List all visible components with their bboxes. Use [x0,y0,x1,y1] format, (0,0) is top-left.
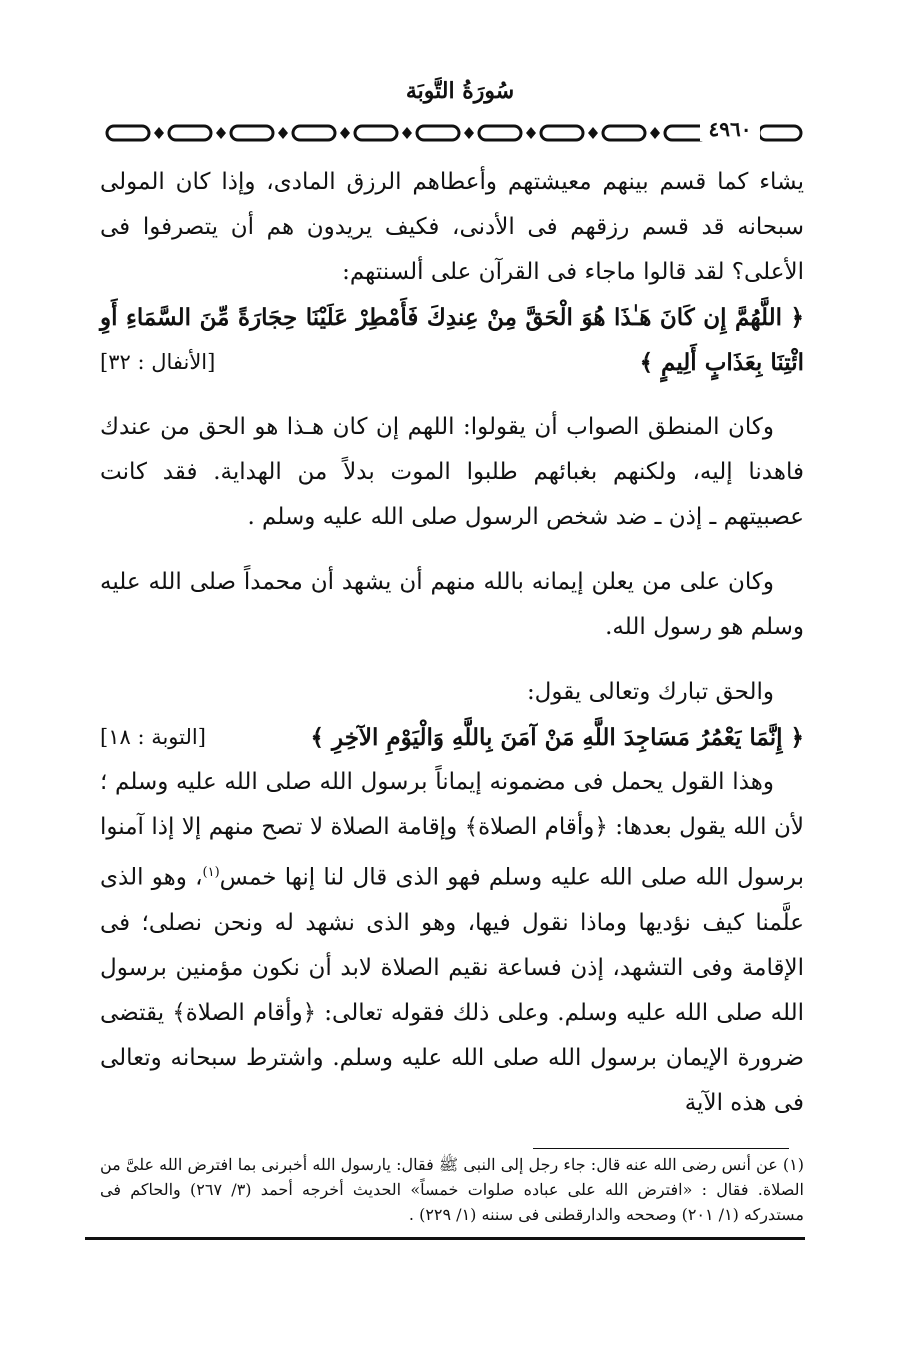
verse-reference: [التوبة : ١٨] [100,725,206,749]
footnotes [100,1152,804,1227]
paragraph: وكان المنطق الصواب أن يقولوا: اللهم إن كان هـذا هو الحق من عندك فاهدنا إليه، ولكنهم بغبائهم طلبوا الموت بدلاً من الهداية. فقد كانت عصبيتهم ـ إذن ـ ضد شخص الرسول صلى الله عليه وسلم . [100,414,804,530]
paragraph [100,760,804,1126]
paragraph: يشاء كما قسم بينهم معيشتهم وأعطاهم الرزق المادى، وإذا كان المولى سبحانه قد قسم رزقهم فى الأدنى، فكيف يريدون هم أن يتصرفوا فى الأعلى؟ لقد قالوا ماجاء فى القرآن على ألسنتهم: [100,169,804,285]
paragraph-text: ، وهو الذى علَّمنا كيف نؤديها وماذا نقول فيها، وهو الذى نشهد له ونحن نصلى؛ فى الإقامة وفى التشهد، إذن فساعة نقيم الصلاة لابد أن نكون مؤمنين برسول الله صلى الله عليه وسلم. وعلى ذلك فقوله تعالى: ﴿وأقام الصلاة﴾ يقتضى ضرورة الإيمان برسول الله صلى الله عليه وسلم. واشترط سبحانه وتعالى فى هذه الآية [100,864,804,1116]
header-ornament [103,118,803,148]
footnote: (١) عن أنس رضى الله عنه قال: جاء رجل إلى النبى ﷺ فقال: يارسول الله أخبرنى بما افترض الله علىَّ من الصلاة. فقال : «افترض الله على عباده صلوات خمساً» الحديث أخرجه أحمد (٣/ ٢٦٧) والحاكم فى مستدركه (١/ ٢٠١) وصححه والدارقطنى فى سننه (١/ ٢٢٩) . [100,1155,804,1224]
bottom-rule [85,1237,805,1240]
paragraph: والحق تبارك وتعالى يقول: [526,679,774,705]
footnote-divider [533,1148,789,1149]
verse-text: ﴿ اللَّهُمَّ إِن كَانَ هَـٰذَا هُوَ الْحَقَّ مِنْ عِندِكَ فَأَمْطِرْ عَلَيْنَا حِجَارَةً مِّنَ السَّمَاءِ أَوِ ائْتِنَا بِعَذَابٍ أَلِيمٍ ﴾ [100,304,804,376]
surah-title: سُورَةُ التَّوبَة [405,78,515,104]
paragraph: وكان على من يعلن إيمانه بالله منهم أن يشهد أن محمداً صلى الله عليه وسلم هو رسول الله. [100,569,804,640]
paragraph-text: وهذا القول يحمل فى مضمونه إيماناً برسول الله صلى الله عليه وسلم ؛ لأن الله يقول بعدها: ﴿وأقام الصلاة﴾ وإقامة الصلاة لا تصح منهم إلا إذا آمنوا برسول الله صلى الله عليه وسلم فهو الذى قال لنا إنها خمس [100,769,804,891]
main-text [100,160,804,1126]
verse-reference: [الأنفال : ٣٢] [100,350,216,374]
quranic-verse [100,295,804,385]
quranic-verse [100,715,804,760]
page-number: ٤٩٦٠ [700,117,760,141]
footnote-marker: (١) [202,865,220,880]
verse-text: ﴿ إِنَّمَا يَعْمُرُ مَسَاجِدَ اللَّهِ مَنْ آمَنَ بِاللَّهِ وَالْيَوْمِ الآخِرِ ﴾ [310,724,804,751]
